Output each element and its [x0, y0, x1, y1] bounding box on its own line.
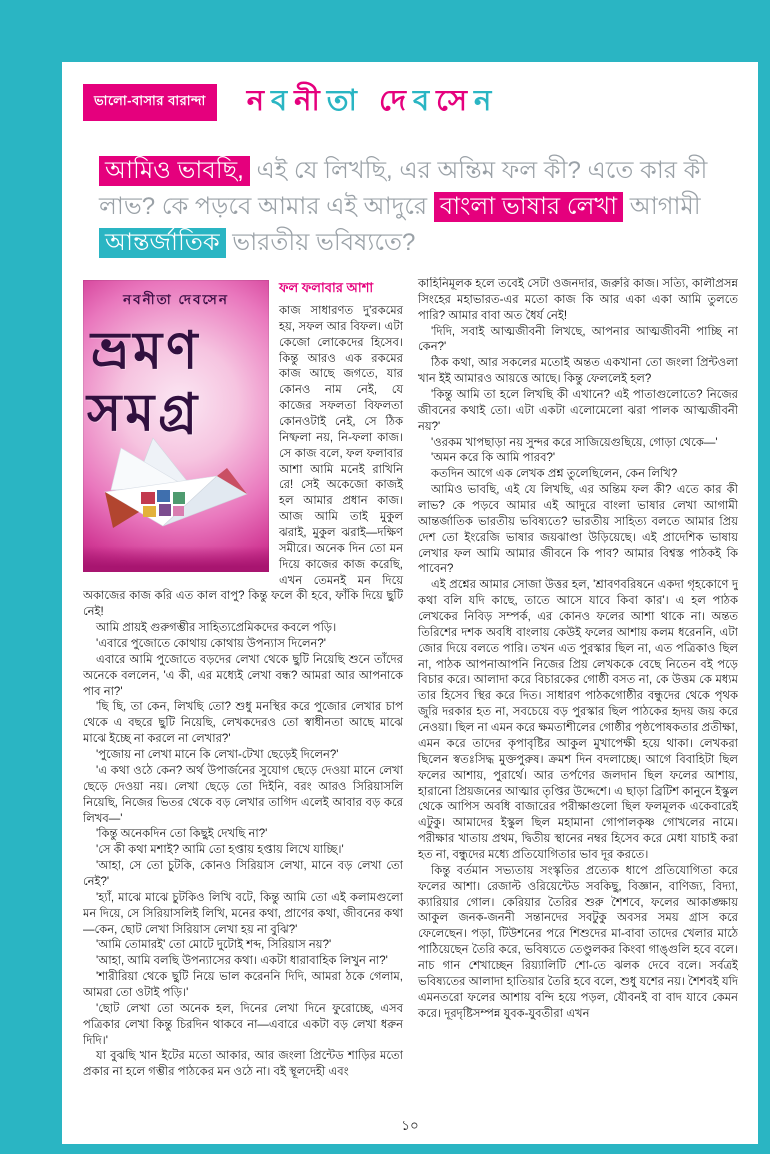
page-sheet: [62, 62, 758, 1144]
text-segment: ব: [413, 85, 437, 117]
paragraph: যা বুঝছি খান ইটের মতো আকার, আর জংলা প্রিন্টেড শাড়ির মতো প্রকার না হলে গম্ভীর পাঠকের মন ওঠে না। বই স্থূলদেহী এবং: [83, 1050, 403, 1079]
masthead: [83, 78, 738, 127]
highlighted-text: বাংলা ভাষার লেখা: [434, 192, 623, 222]
paragraph: এবারে আমি পুজোতে বড়দের লেখা থেকে ছুটি নিয়েছি শুনে তাঁদের অনেকে বললেন, 'এ কী, এর মধ্যেই লেখা বন্ধ? আমরা আর আপনাকে পাব না?': [83, 653, 403, 698]
paragraph: এই প্রশ্নের আমার সোজা উত্তর হল, 'শ্রাবণবরিষনে একদা গৃহকোণে দু কথা বলি যদি কাছে, তাতে আসে যাবে কিবা কার'। এ হল পাঠক লেখকের নিবিড় সম্পর্ক, এর কোনও ফলের আশা থাকে না। অন্তত তিরিশের দশক অবধি বাংলায় কেউই ফলের আশায় কলম ধরেননি, এটা জোর দিয়ে বলতে পারি। তখন এত পুরস্কার ছিল না, এত পত্রিকাও ছিল না, পাঠক আপনাআপনি নিজের প্রিয় লেখককে বেছে নিতেন বই পড়ে বিচার করে। আলাদা করে বিচারকের গোষ্ঠী বসত না, কে উত্তম কে মধ্যম তার হিসেব স্থির করে দিত। সাধারণ পাঠকগোষ্ঠীর বন্ধুদের থেকে পৃথক জুরি দরকার হত না, সবচেয়ে বড় পুরস্কার ছিল পাঠকের হৃদয় জয় করে নেওয়া। ছিল না এমন করে ক্ষমতাশীলের গোষ্ঠীর পৃষ্ঠপোষকতার প্রতীক্ষা, এমন করে তাদের কৃপাবৃষ্টির আকুল মুখাপেক্ষী হয়ে থাকা। লেখকরা ছিলেন স্বতঃসিদ্ধ মুক্তপুরুষ। ক্রমশ দিন বদলাচ্ছে। আগে বিবাহিটা ছিল ফলের আশায়, পুরার্থে। আর তর্পণের জলদান ছিল ফলের আশায়, হারানো প্রিয়জনের আত্মার তৃপ্তির উদ্দেশে। এ ছাড়া ব্রিটিশ কানুনে ইস্কুল থেকে আপিস অবধি বাজারের পরীক্ষাগুলো ছিল ফলমূলক একেবারেই এটুকু। আমাদের ইস্কুল ছিল মহামানা গোপালকৃষ্ণ গোখলের নামে। পরীক্ষার খাতায় প্রথম, দ্বিতীয় স্থানের নম্বর হিসেব করে মেধা যাচাই করা হত না, বন্ধুদের মধ্যে প্রতিযোগিতার ভাব দূর করতে।: [418, 579, 738, 861]
paragraph: কাজ সাধারণত দু'রকমের হয়, সফল আর বিফল। এটা কেজো লোকেদের হিসেব। কিন্তু আরও এক রকমের কাজ আছে জগতে, যার কোনও নাম নেই, যে কাজের সফলতা বিফলতা কোনওটাই নেই, সে ঠিক নিষ্ফলা নয়, নি-ফলা কাজ। সে কাজ বলে, ফল ফলাবার আশা আমি মনেই রাখিনি রে! সেই অকেজো কাজই হল আমার প্রধান কাজ। আজ আমি তাই মুকুল ঝরাই, মুকুল ঝরাই—দক্ষিণ সমীরে। অনেক দিন তো মন দিয়ে কাজের কাজ করেছি, এখন তেমনই মন দিয়ে অকাজের কাজ করি এত কাল বাপু? কিন্তু ফলে কী হবে, ফাঁকি দিয়ে ছুটি নেই!: [83, 305, 403, 619]
text-segment: দে: [379, 85, 414, 117]
paragraph: 'হ্যাঁ, মাঝে মাঝে চুটকিও লিখি বটে, কিন্তু আমি তো এই কলামগুলো মন দিয়ে, সে সিরিয়াসলিই লিখি, মনের কথা, প্রাণের কথা, জীবনের কথা—কেন, ছোট লেখা সিরিয়াস লেখা হয় না বুঝি?': [83, 891, 403, 936]
article-columns: [83, 277, 738, 1144]
paragraph: আমিও ভাবছি, এই যে লিখছি, এর অন্তিম ফল কী? এতে কার কী লাভ? কে পড়বে আমার এই আদুরে বাংলা ভাষার লেখা আগামী আন্তর্জাতিক ভারতীয় ভবিষ্যতে? ভারতীয় সাহিত্য বলতে আমার প্রিয় দেশ তো ইংরেজি ভাষার জয়ঝাণ্ডা উড়িয়েছে। এই প্রাদেশিক ভাষায় লেখার ফল আমি আমার জীবনে কি পাব? আমার বিশ্বস্ত পাঠকই কি পাবেন?: [418, 484, 738, 576]
paragraph: 'কিন্তু আমি তা হলে লিখছি কী এখানে? এই পাতাগুলোতে? নিজের জীবনের কথাই তো। এটা একটা এলোমেলো ঝরা পালক আত্মজীবনী নয়?': [418, 389, 738, 433]
column-right-paragraphs: [418, 277, 738, 1022]
page-number: ১০: [401, 1118, 419, 1133]
paragraph: 'ছি ছি, তা কেন, লিখছি তো? শুধু মনস্থির করে পুজোর লেখার চাপ থেকে এ বছরে ছুটি নিয়েছি, লেখকদেরও তো স্বাধীনতা আছে মাঝে মাঝে ইচ্ছে না করলে না লেখার?': [83, 701, 403, 746]
book-cover-title-line1: ভ্রমণ: [91, 322, 202, 380]
text-segment: ন: [473, 85, 499, 117]
paragraph: 'পুজোয় না লেখা মানে কি লেখা-টেখা ছেড়েই দিলেন?': [96, 749, 339, 762]
paragraph: 'দিদি, সবাই আত্মজীবনী লিখছে, আপনার আত্মজীবনী পাচ্ছি না কেন?': [418, 325, 738, 354]
text-segment: ব: [271, 85, 295, 117]
highlighted-text: আমিও ভাবছি,: [99, 156, 250, 186]
paragraph: 'অমন করে কি আমি পারব?': [431, 452, 556, 465]
column-right: [418, 277, 738, 1144]
paragraph: 'এবারে পুজোতে কোথায় কোথায় উপন্যাস দিলেন?': [96, 638, 326, 651]
paragraph: 'আহা, সে তো চুটকি, কোনও সিরিয়াস লেখা, মানে বড় লেখা তো নেই?': [83, 860, 403, 888]
book-cover-title-line2: সমগ্র: [87, 384, 202, 442]
paragraph: 'আহা, আমি বলছি উপন্যাসের কথা। একটা ধারাবাহিক লিখুন না?': [96, 955, 388, 968]
paragraph: 'এ কথা ওঠে কেন? অর্থ উপার্জনের সুযোগ ছেড়ে দেওয়া মানে লেখা ছেড়ে দেওয়া নয়। লেখা ছেড়ে তো দিইনি, বরং আরও সিরিয়াসলি নিয়েছি, নিজের ভিতর থেকে বড় লেখার তাগিদ এলেই আবার বড় করে লিখব—': [83, 764, 403, 825]
book-cover: [83, 280, 269, 572]
paragraph: 'ওরকম খাপছাড়া নয় সুন্দর করে সাজিয়েগুছিয়ে, গোড়া থেকে—': [431, 436, 718, 449]
bird-collage-illustration: [95, 434, 255, 554]
highlighted-text: আন্তর্জাতিক: [99, 228, 226, 258]
book-cover-author: নবনীতা দেবসেন: [123, 292, 229, 307]
paragraph: 'ছোট লেখা তো অনেক হল, দিনের লেখা দিনে ফুরোচ্ছে, এসব পত্রিকার লেখা কিন্তু চিরদিন থাকবে না—এবারে একটা বড় লেখা ধরুন দিদি।': [83, 1002, 403, 1047]
column-left: [83, 277, 403, 1144]
paragraph: 'শারীরিয়া থেকে ছুটি নিয়ে ভাল করেননি দিদি, আমরা ঠকে গেলাম, আমরা তো ওটাই পড়ি।': [83, 971, 403, 999]
text-segment: আগামী: [623, 193, 701, 220]
paragraph: আমি প্রায়ই গুরুগম্ভীর সাহিত্যপ্রেমিকদের কবলে পড়ি।: [96, 622, 337, 635]
series-label: ভালো-বাসার বারান্দা: [83, 84, 217, 121]
text-segment: তা: [326, 85, 364, 117]
paragraph: 'আমি তোমারই' তো মোটে দুটোই শব্দ, সিরিয়াস নয়?': [96, 939, 332, 952]
paragraph: 'সে কী কথা মশাই? আমি তো হপ্তায় হপ্তায় লিখে যাচ্ছি।': [96, 844, 344, 857]
paragraph: 'কিন্তু অনেকদিন তো কিছুই দেখছি না?': [96, 828, 268, 841]
section-heading: ফল ফলাবার আশা: [279, 280, 374, 295]
text-segment: নী: [294, 85, 327, 117]
text-segment: ভারতীয় ভবিষ্যতে?: [225, 229, 416, 256]
text-segment: [364, 85, 379, 117]
intro-pull-quote: [99, 153, 734, 261]
author-name: [247, 78, 499, 127]
paragraph: কিন্তু বর্তমান সভ্যতায় সংস্কৃতির প্রত্যেক ধাপে প্রতিযোগিতা করে ফলের আশা। রেজাল্ট ওরিয়েন্টেড সবকিছু, বিজ্ঞান, বাণিজ্য, বিদ্যা, ক্যারিয়ার গোল। কেরিয়ার তৈরির শুরু শৈশবে, ফলের আকাঙ্ক্ষায় আকুল জনক-জননী সন্তানদের সবটুকু অবসর সময় গ্রাস করে ফেলেছেন। পড়া, টিউশনের পরে শিশুদের মা-বাবা তাদের খেলার মাঠে পাঠিয়েছেন তৈরি করে, ভবিষ্যতে তেণ্ডুলকর কিংবা গাঙ্গুলি হবে বলে। নাচ গান শেখাচ্ছেন রিয়্যালিটি শো-তে ঝলক দেবে বলে। সর্বত্রই ভবিষ্যতের আলাদা হাতিয়ার তৈরি হবে বলে, শুধু যশের নয়। শৈশবই যদি এমনতরো ফলের আশায় বন্দি হয়ে পড়ল, যৌবনই বা বাদ যাবে কেমন করে। দূরদৃষ্টিসম্পন্ন যুবক-যুবতীরা এখন: [418, 864, 738, 1020]
text-segment: ন: [246, 85, 272, 117]
text-segment: এই যে লিখছি, এর অন্তিম ফল কী? এতে কার কী লাভ? কে পড়বে আমার এই আদুরে: [99, 157, 708, 220]
text-segment: সে: [436, 85, 474, 117]
paragraph: কাহিনিমূলক হলে তবেই সেটা ওজনদার, জরুরি কাজ। সত্যি, কালীপ্রসন্ন সিংহের মহাভারত-এর মতো কাজ কি আর একা একা আমি তুলতে পারি? আমার বাবা অত ধৈর্য নেই!: [418, 278, 738, 322]
paragraph: কতদিন আগে এক লেখক প্রশ্ন তুলেছিলেন, কেন লিখি?: [431, 468, 678, 481]
paragraph: ঠিক কথা, আর সকলের মতোই অন্তত একখানা তো জংলা প্রিন্টওলা খান ইই আমারও আয়ত্তে আছে। কিন্তু ফেললেই হল?: [418, 357, 738, 386]
